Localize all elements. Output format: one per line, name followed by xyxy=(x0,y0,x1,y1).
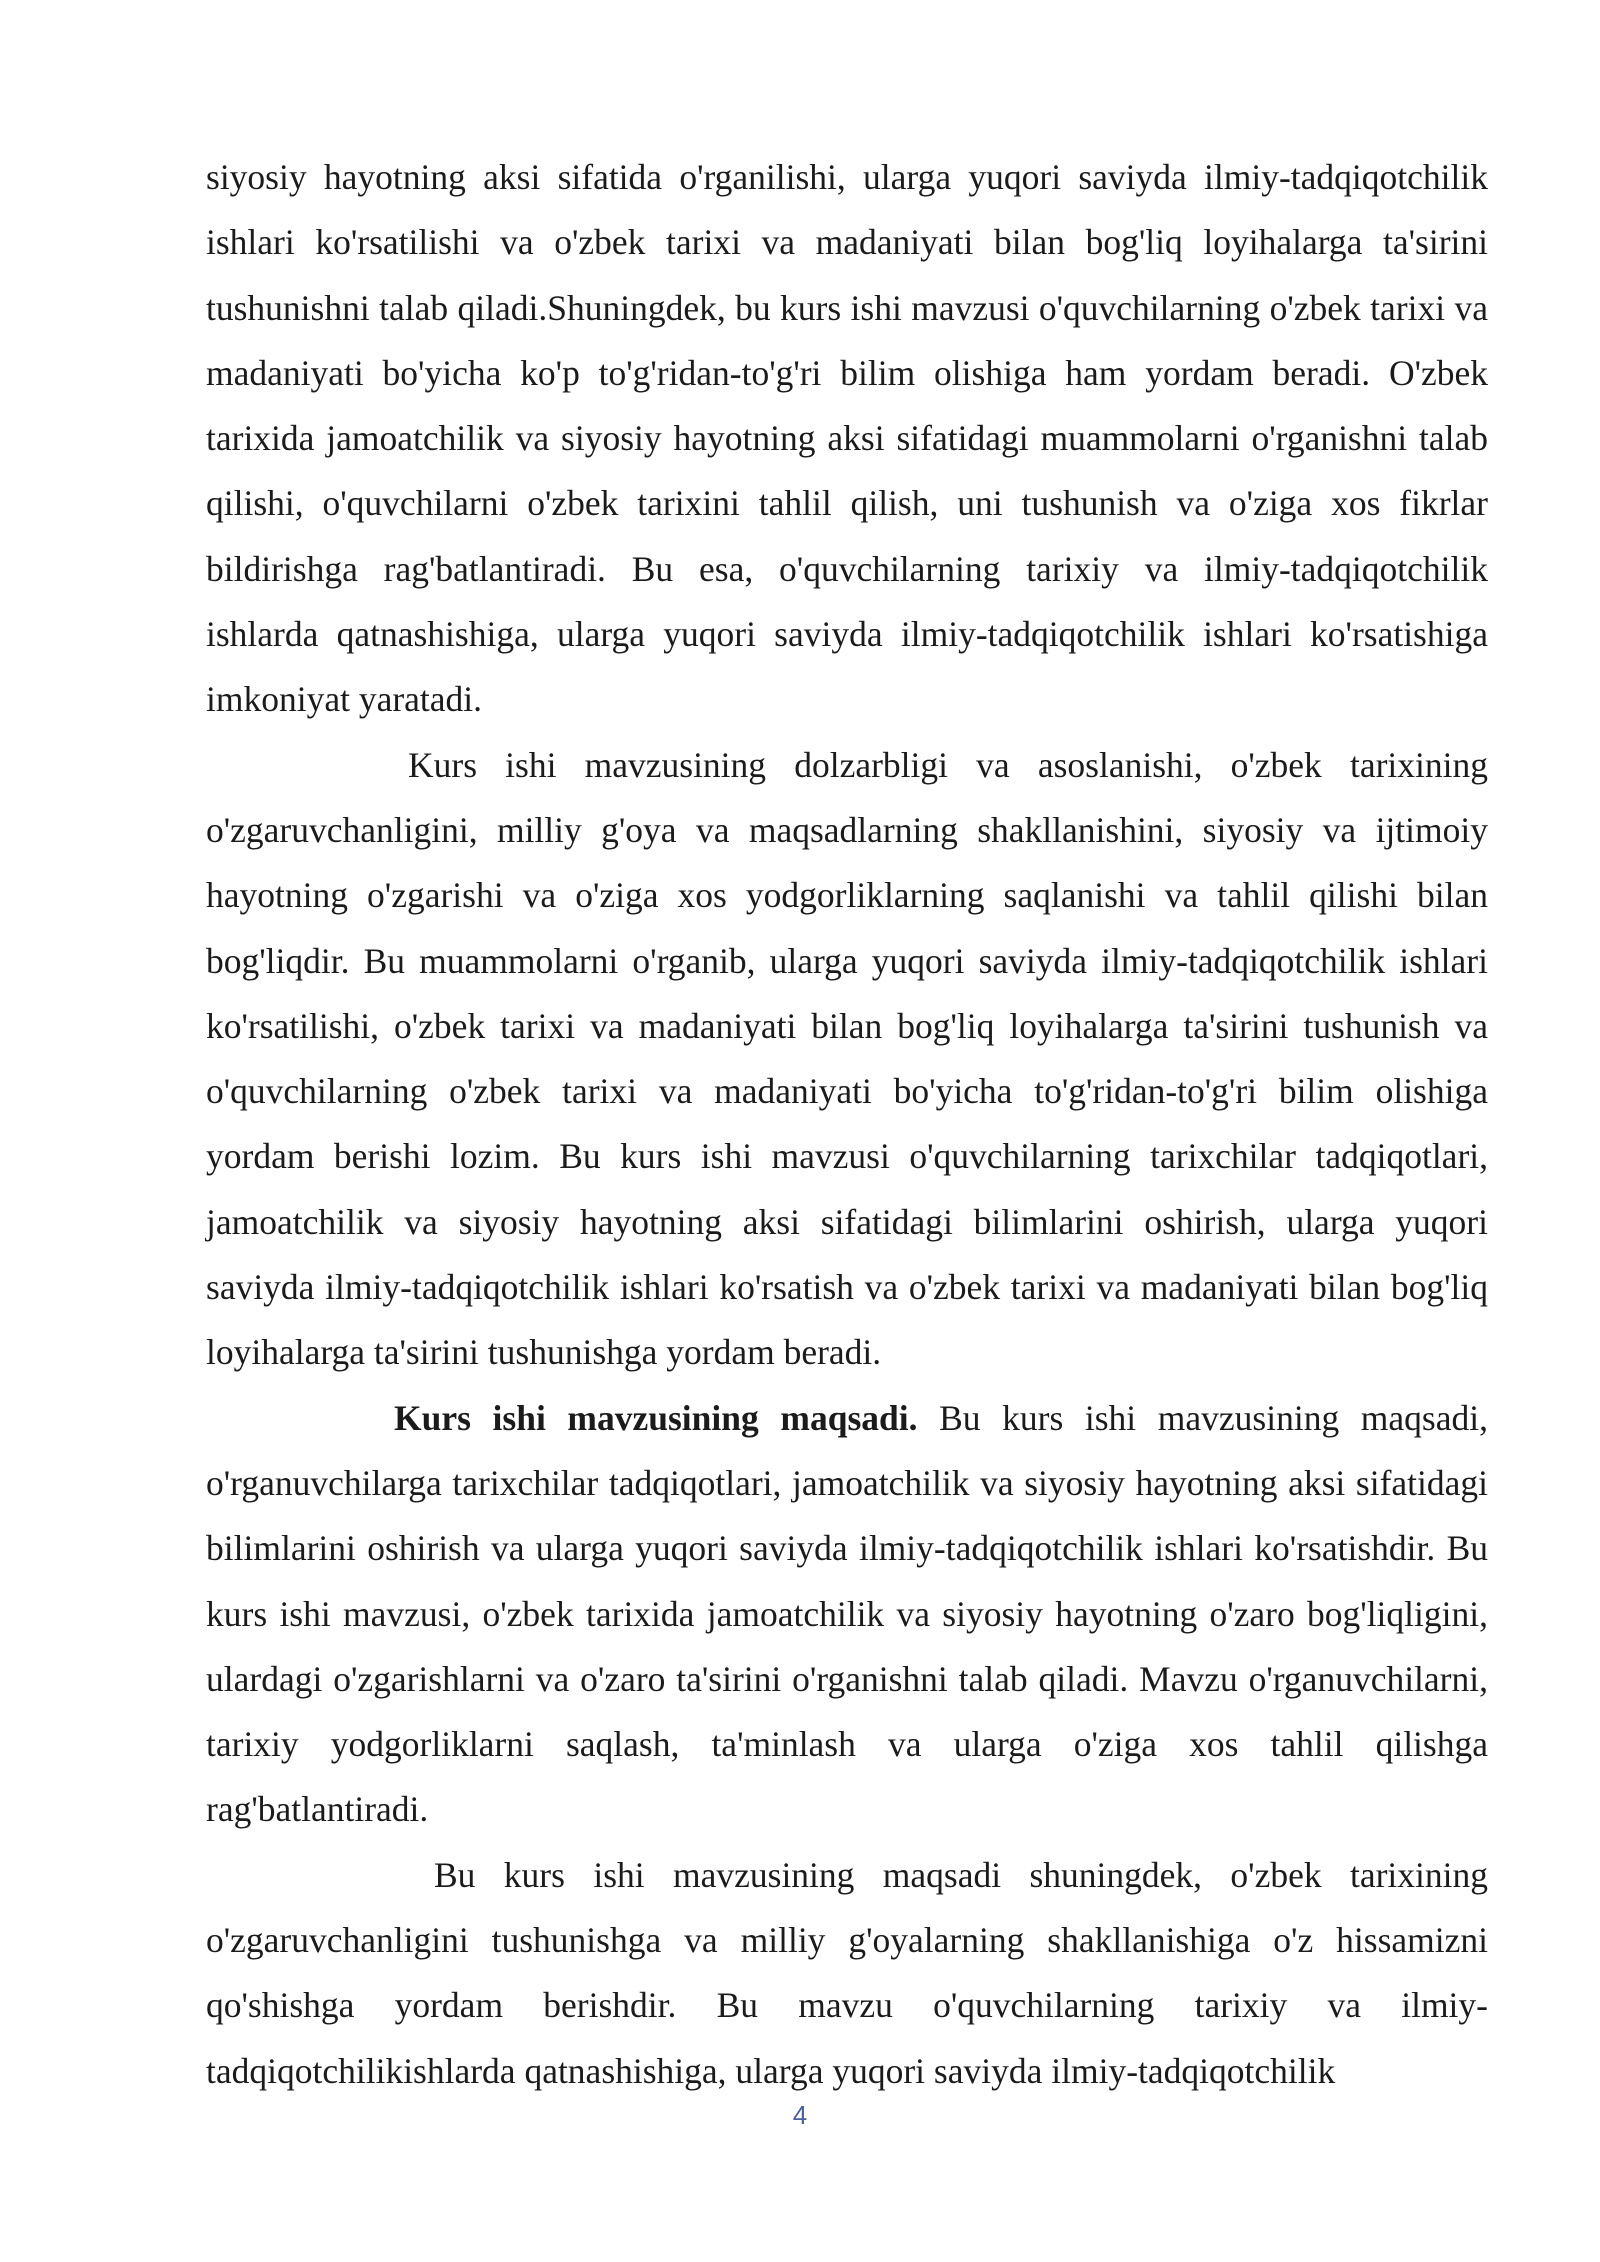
paragraph-purpose-continued: Bu kurs ishi mavzusining maqsadi shuningdek, o'zbek tarixining o'zgaruvchanligini tushunishga va milliy g'oyalarning shakllanishiga o'z hissamizni qo'shishga yordam berishdir. Bu mavzu o'quvchilarning tarixiy va ilmiy-tadqiqotchilikishlarda qatnashishiga, ularga yuqori saviyda ilmiy-tadqiqotchilik xyxy=(206,1854,1488,2091)
paragraph-purpose xyxy=(206,1386,1488,1843)
document-body xyxy=(206,145,1488,2104)
paragraph-intro-continued: siyosiy hayotning aksi sifatida o'rganilishi, ularga yuqori saviyda ilmiy-tadqiqotchilik ishlari ko'rsatilishi va o'zbek tarixi va madaniyati bilan bog'liq loyihalarga ta'sirini tushunishni talab qiladi.Shuningdek, bu kurs ishi mavzusi o'quvchilarning o'zbek tarixi va madaniyati bo'yicha ko'p to'g'ridan-to'g'ri bilim olishiga ham yordam beradi. O'zbek tarixida jamoatchilik va siyosiy hayotning aksi sifatidagi muammolarni o'rganishni talab qilishi, o'quvchilarni o'zbek tarixini tahlil qilish, uni tushunish va o'ziga xos fikrlar bildirishga rag'batlantiradi. Bu esa, o'quvchilarning tarixiy va ilmiy-tadqiqotchilik ishlarda qatnashishiga, ularga yuqori saviyda ilmiy-tadqiqotchilik ishlari ko'rsatishiga imkoniyat yaratadi. xyxy=(206,157,1488,720)
page-number: 4 xyxy=(792,2100,808,2130)
paragraph-relevance: Kurs ishi mavzusining dolzarbligi va asoslanishi, o'zbek tarixining o'zgaruvchanligini, milliy g'oya va maqsadlarning shakllanishini, siyosiy va ijtimoiy hayotning o'zgarishi va o'ziga xos yodgorliklarning saqlanishi va tahlil qilishi bilan bog'liqdir. Bu muammolarni o'rganib, ularga yuqori saviyda ilmiy-tadqiqotchilik ishlari ko'rsatilishi, o'zbek tarixi va madaniyati bilan bog'liq loyihalarga ta'sirini tushunish va o'quvchilarning o'zbek tarixi va madaniyati bo'yicha to'g'ridan-to'g'ri bilim olishiga yordam berishi lozim. Bu kurs ishi mavzusi o'quvchilarning tarixchilar tadqiqotlari, jamoatchilik va siyosiy hayotning aksi sifatidagi bilimlarini oshirish, ularga yuqori saviyda ilmiy-tadqiqotchilik ishlari ko'rsatish va o'zbek tarixi va madaniyati bilan bog'liq loyihalarga ta'sirini tushunishga yordam beradi. xyxy=(206,744,1488,1373)
purpose-heading: Kurs ishi mavzusining maqsadi. xyxy=(394,1397,918,1438)
purpose-text: Bu kurs ishi mavzusining maqsadi, o'rganuvchilarga tarixchilar tadqiqotlari, jamoatchilik va siyosiy hayotning aksi sifatidagi bilimlarini oshirish va ularga yuqori saviyda ilmiy-tadqiqotchilik ishlari ko'rsatishdir. Bu kurs ishi mavzusi, o'zbek tarixida jamoatchilik va siyosiy hayotning o'zaro bog'liqligini, ulardagi o'zgarishlarni va o'zaro ta'sirini o'rganishni talab qiladi. Mavzu o'rganuvchilarni, tarixiy yodgorliklarni saqlash, ta'minlash va ularga o'ziga xos tahlil qilishga rag'batlantiradi. xyxy=(206,1397,1488,1830)
